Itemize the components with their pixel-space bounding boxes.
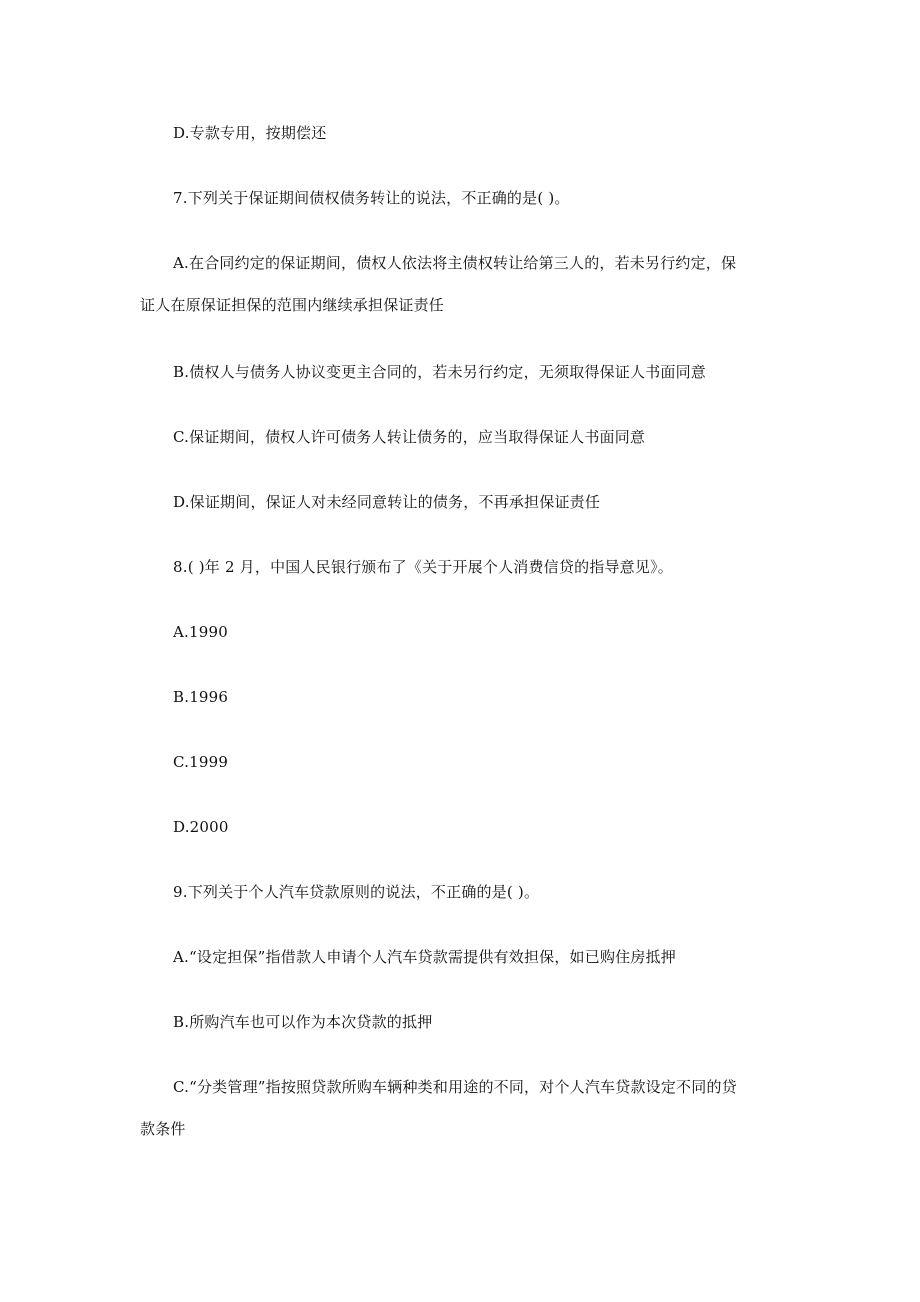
- option-c-q9-line2: 款条件: [140, 1120, 186, 1138]
- option-d-q6: D.专款专用，按期偿还: [173, 124, 327, 142]
- option-c-q9-line1: C.“分类管理”指按照贷款所购车辆种类和用途的不同，对个人汽车贷款设定不同的贷: [173, 1078, 737, 1096]
- option-a-q7-line2: 证人在原保证担保的范围内继续承担保证责任: [140, 296, 445, 314]
- question-7: 7.下列关于保证期间债权债务转让的说法，不正确的是( )。: [173, 189, 570, 207]
- option-c-q8: C.1999: [173, 753, 229, 771]
- question-8: 8.( )年 2 月，中国人民银行颁布了《关于开展个人消费信贷的指导意见》。: [173, 558, 673, 576]
- option-a-q7-line1: A.在合同约定的保证期间，债权人依法将主债权转让给第三人的，若未另行约定，保: [173, 254, 737, 272]
- option-d-q7: D.保证期间，保证人对未经同意转让的债务，不再承担保证责任: [173, 493, 601, 511]
- option-b-q9: B.所购汽车也可以作为本次贷款的抵押: [173, 1013, 433, 1031]
- option-b-q7: B.债权人与债务人协议变更主合同的，若未另行约定，无须取得保证人书面同意: [173, 363, 706, 381]
- option-c-q7: C.保证期间，债权人许可债务人转让债务的，应当取得保证人书面同意: [173, 428, 646, 446]
- option-a-q8: A.1990: [173, 623, 228, 641]
- option-c-q9: [140, 1076, 780, 1140]
- option-b-q8: B.1996: [173, 688, 229, 706]
- option-a-q7: [140, 252, 780, 316]
- option-a-q9: A.“设定担保”指借款人申请个人汽车贷款需提供有效担保，如已购住房抵押: [173, 948, 676, 966]
- option-d-q8: D.2000: [173, 818, 229, 836]
- question-9: 9.下列关于个人汽车贷款原则的说法，不正确的是( )。: [173, 883, 540, 901]
